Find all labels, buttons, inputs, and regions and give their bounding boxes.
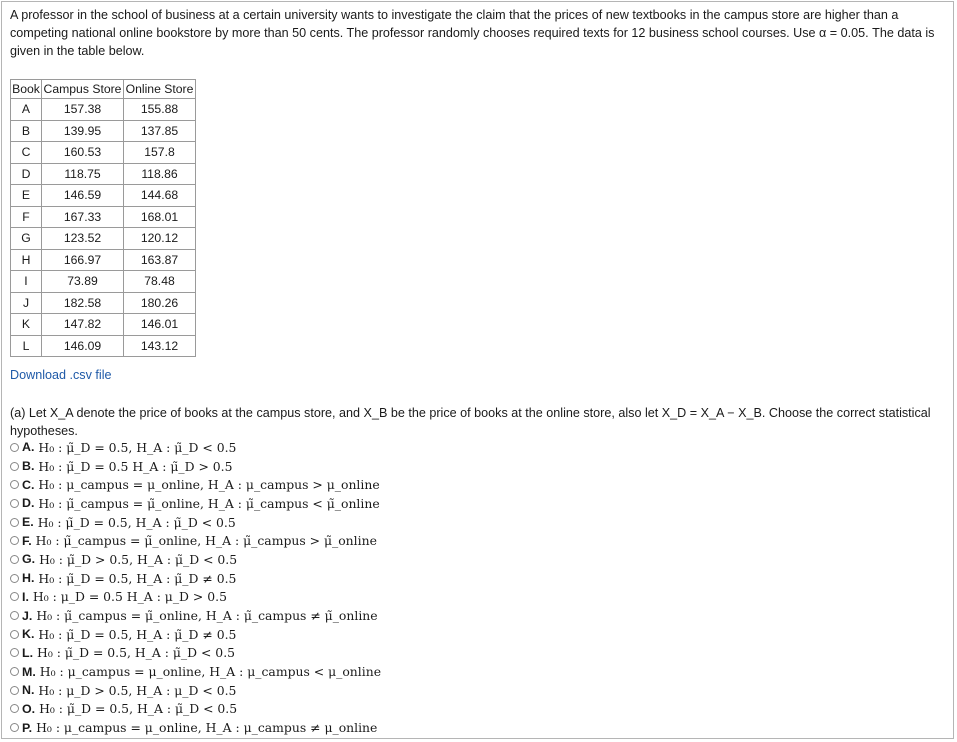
radio-button[interactable] [10,648,19,657]
option-letter: M. [22,664,36,679]
cell-online-price: 146.01 [124,314,196,336]
radio-button[interactable] [10,667,19,676]
cell-campus-price: 146.09 [42,335,124,357]
table-row [11,335,196,357]
cell-campus-price: 157.38 [42,99,124,121]
option-g[interactable] [10,550,381,569]
table-row [11,249,196,271]
radio-button[interactable] [10,462,19,471]
option-l[interactable] [10,644,381,663]
cell-online-price: 180.26 [124,292,196,314]
table-row [11,314,196,336]
radio-button[interactable] [10,536,19,545]
option-hypotheses: H₀ : μ̃_D > 0.5, H_A : μ̃_D < 0.5 [39,551,238,567]
cell-online-price: 78.48 [124,271,196,293]
option-c[interactable] [10,475,381,494]
table-row [11,228,196,250]
option-letter: C. [22,477,35,492]
cell-book: E [11,185,42,207]
cell-campus-price: 123.52 [42,228,124,250]
cell-online-price: 118.86 [124,163,196,185]
option-letter: F. [22,533,32,548]
option-letter: K. [22,627,35,642]
cell-book: D [11,163,42,185]
radio-button[interactable] [10,555,19,564]
cell-campus-price: 182.58 [42,292,124,314]
cell-online-price: 120.12 [124,228,196,250]
option-letter: G. [22,552,36,567]
cell-campus-price: 118.75 [42,163,124,185]
option-hypotheses: H₀ : μ_campus = μ_online, H_A : μ_campus < μ_online [39,664,382,680]
question-prompt: (a) Let X_A denote the price of books at the campus store, and X_B be the price of books at the online store, also let X_D = X_A − X_B. Choose the correct statistical hypotheses. [10,406,931,438]
cell-campus-price: 73.89 [42,271,124,293]
option-letter: B. [22,459,35,474]
cell-online-price: 163.87 [124,249,196,271]
table-row [11,292,196,314]
option-letter: N. [22,683,35,698]
option-m[interactable] [10,662,381,681]
radio-button[interactable] [10,630,19,639]
radio-button[interactable] [10,686,19,695]
table-row [11,99,196,121]
cell-online-price: 155.88 [124,99,196,121]
download-csv-link[interactable]: Download .csv file [10,368,112,382]
option-f[interactable] [10,531,381,550]
table-row [11,163,196,185]
table-row [11,206,196,228]
option-hypotheses: H₀ : μ_campus = μ_online, H_A : μ_campus > μ_online [38,477,380,493]
option-hypotheses: H₀ : μ̃_D = 0.5, H_A : μ̃_D ≠ 0.5 [38,626,237,642]
cell-book: H [11,249,42,271]
radio-button[interactable] [10,704,19,713]
option-j[interactable] [10,606,381,625]
option-k[interactable] [10,625,381,644]
cell-book: B [11,120,42,142]
cell-campus-price: 160.53 [42,142,124,164]
option-a[interactable] [10,438,381,457]
cell-book: J [11,292,42,314]
option-hypotheses: H₀ : μ̃_D = 0.5, H_A : μ̃_D < 0.5 [37,645,236,661]
answer-options [10,438,381,737]
option-hypotheses: H₀ : μ̃_D = 0.5, H_A : μ̃_D < 0.5 [38,439,237,455]
option-hypotheses: H₀ : μ_D > 0.5, H_A : μ_D < 0.5 [38,682,237,698]
cell-book: G [11,228,42,250]
option-hypotheses: H₀ : μ_D = 0.5 H_A : μ_D > 0.5 [32,589,227,605]
cell-online-price: 157.8 [124,142,196,164]
table-body [11,99,196,357]
option-hypotheses: H₀ : μ̃_D = 0.5, H_A : μ̃_D < 0.5 [39,701,238,717]
table-row [11,142,196,164]
option-letter: I. [22,589,29,604]
option-hypotheses: H₀ : μ̃_campus = μ̃_online, H_A : μ̃_campus > μ̃_online [35,533,377,549]
cell-book: K [11,314,42,336]
option-e[interactable] [10,513,381,532]
option-hypotheses: H₀ : μ̃_campus = μ̃_online, H_A : μ̃_campus ≠ μ̃_online [36,608,378,624]
header-campus-store: Campus Store [42,80,124,99]
cell-book: L [11,335,42,357]
radio-button[interactable] [10,480,19,489]
table-row [11,185,196,207]
option-hypotheses: H₀ : μ̃_D = 0.5, H_A : μ̃_D < 0.5 [37,514,236,530]
header-online-store: Online Store [124,80,196,99]
cell-book: A [11,99,42,121]
option-hypotheses: H₀ : μ̃_D = 0.5, H_A : μ̃_D ≠ 0.5 [38,570,237,586]
cell-online-price: 144.68 [124,185,196,207]
cell-campus-price: 167.33 [42,206,124,228]
cell-campus-price: 166.97 [42,249,124,271]
option-p[interactable] [10,718,381,737]
radio-button[interactable] [10,723,19,732]
option-h[interactable] [10,569,381,588]
option-letter: P. [22,720,33,735]
option-letter: D. [22,496,35,511]
cell-campus-price: 147.82 [42,314,124,336]
option-d[interactable] [10,494,381,513]
radio-button[interactable] [10,611,19,620]
option-letter: O. [22,701,36,716]
radio-button[interactable] [10,518,19,527]
problem-statement: A professor in the school of business at a certain university wants to investigate the claim that the prices of new textbooks in the campus store are higher than a competing national online bookstore by more than 50 cents. The professor randomly chooses required texts for 12 business school courses. Use α = 0.05. The data is given in the table below. [10,8,935,58]
option-hypotheses: H₀ : μ̃_D = 0.5 H_A : μ̃_D > 0.5 [38,458,233,474]
table-row [11,120,196,142]
cell-online-price: 168.01 [124,206,196,228]
option-letter: L. [22,645,34,660]
cell-book: I [11,271,42,293]
cell-online-price: 137.85 [124,120,196,142]
cell-book: C [11,142,42,164]
radio-button[interactable] [10,592,19,601]
option-o[interactable] [10,700,381,719]
option-n[interactable] [10,681,381,700]
option-i[interactable] [10,588,381,607]
cell-book: F [11,206,42,228]
option-letter: H. [22,571,35,586]
radio-button[interactable] [10,574,19,583]
cell-online-price: 143.12 [124,335,196,357]
data-table [10,79,196,357]
option-letter: E. [22,515,34,530]
option-hypotheses: H₀ : μ_campus = μ_online, H_A : μ_campus ≠ μ_online [36,720,378,736]
option-b[interactable] [10,457,381,476]
header-book: Book [11,80,42,99]
table-row [11,271,196,293]
radio-button[interactable] [10,443,19,452]
radio-button[interactable] [10,499,19,508]
option-hypotheses: H₀ : μ̃_campus = μ̃_online, H_A : μ̃_campus < μ̃_online [38,495,380,511]
table-header-row [11,80,196,99]
cell-campus-price: 146.59 [42,185,124,207]
cell-campus-price: 139.95 [42,120,124,142]
option-letter: A. [22,440,35,455]
option-letter: J. [22,608,33,623]
